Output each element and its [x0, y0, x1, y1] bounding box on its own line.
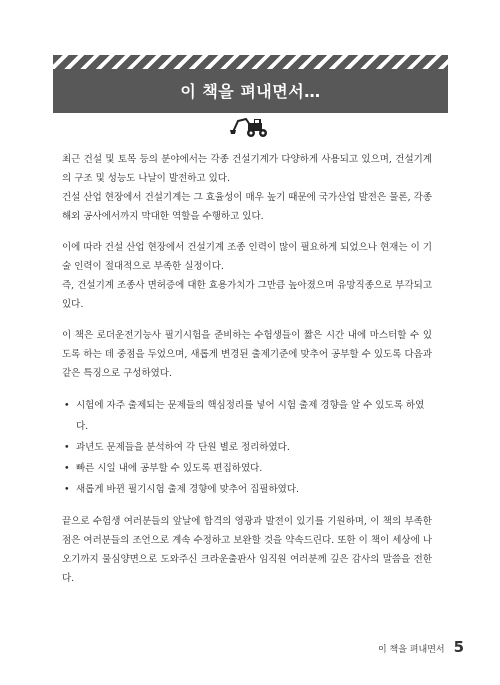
list-item: • 시험에 자주 출제되는 문제들의 핵심정리를 넣어 시험 출제 경향을 알 수 있도록 하였다.: [62, 395, 432, 437]
preface-body: [62, 150, 432, 600]
paragraph: [62, 326, 432, 383]
paragraph-line: 건설 산업 현장에서 건설기계는 그 효율성이 매우 높기 때문에 국가산업 발전은 물론, 각종 해외 공사에서까지 막대한 역할을 수행하고 있다.: [62, 192, 432, 222]
running-footer-title: 이 책을 펴내면서: [378, 645, 445, 655]
page-title: 이 책을 펴내면서…: [180, 82, 321, 101]
paragraph: [62, 238, 432, 314]
closing-paragraph: [62, 512, 432, 588]
chapter-header-banner: [53, 55, 448, 113]
paragraph-line: 즉, 건설기계 조종사 면허증에 대한 효용가치가 그만큼 높아졌으며 유망직종으로 부각되고 있다.: [62, 280, 432, 310]
hazard-stripe-band: [53, 55, 448, 69]
list-item: • 빠른 시일 내에 공부할 수 있도록 편집하였다.: [62, 458, 432, 479]
list-item: • 새롭게 바뀐 필기시험 출제 경향에 맞추어 집필하였다.: [62, 479, 432, 500]
excavator-icon: [228, 116, 272, 138]
list-item: • 과년도 문제들을 분석하여 각 단원 별로 정리하였다.: [62, 437, 432, 458]
feature-list: [62, 395, 432, 500]
paragraph-line: 이 책은 로더운전기능사 필기시험을 준비하는 수험생들이 짧은 시간 내에 마스터할 수 있도록 하는 데 중점을 두었으며, 새롭게 변경된 출제기준에 맞추어 공부할 수 있도록 다음과 같은 특징으로 구성하였다.: [62, 330, 432, 379]
page-number: 5: [453, 638, 465, 656]
paragraph-line: 끝으로 수험생 여러분들의 앞날에 합격의 영광과 발전이 있기를 기원하며, 이 책의 부족한 점은 여러분들의 조언으로 계속 수정하고 보완할 것을 약속드린다. 또한 이 책이 세상에 나오기까지 물심양면으로 도와주신 크라운출판사 임직원 여러분께 깊은 감사의 말씀을 전한다.: [62, 516, 432, 584]
paragraph: [62, 150, 432, 226]
paragraph-line: 최근 건설 및 토목 등의 분야에서는 각종 건설기계가 다양하게 사용되고 있으며, 건설기계의 구조 및 성능도 나날이 발전하고 있다.: [62, 154, 432, 184]
paragraph-line: 이에 따라 건설 산업 현장에서 건설기계 조종 인력이 많이 필요하게 되었으나 현재는 이 기술 인력이 절대적으로 부족한 실정이다.: [62, 242, 432, 272]
page-footer: [378, 638, 464, 656]
